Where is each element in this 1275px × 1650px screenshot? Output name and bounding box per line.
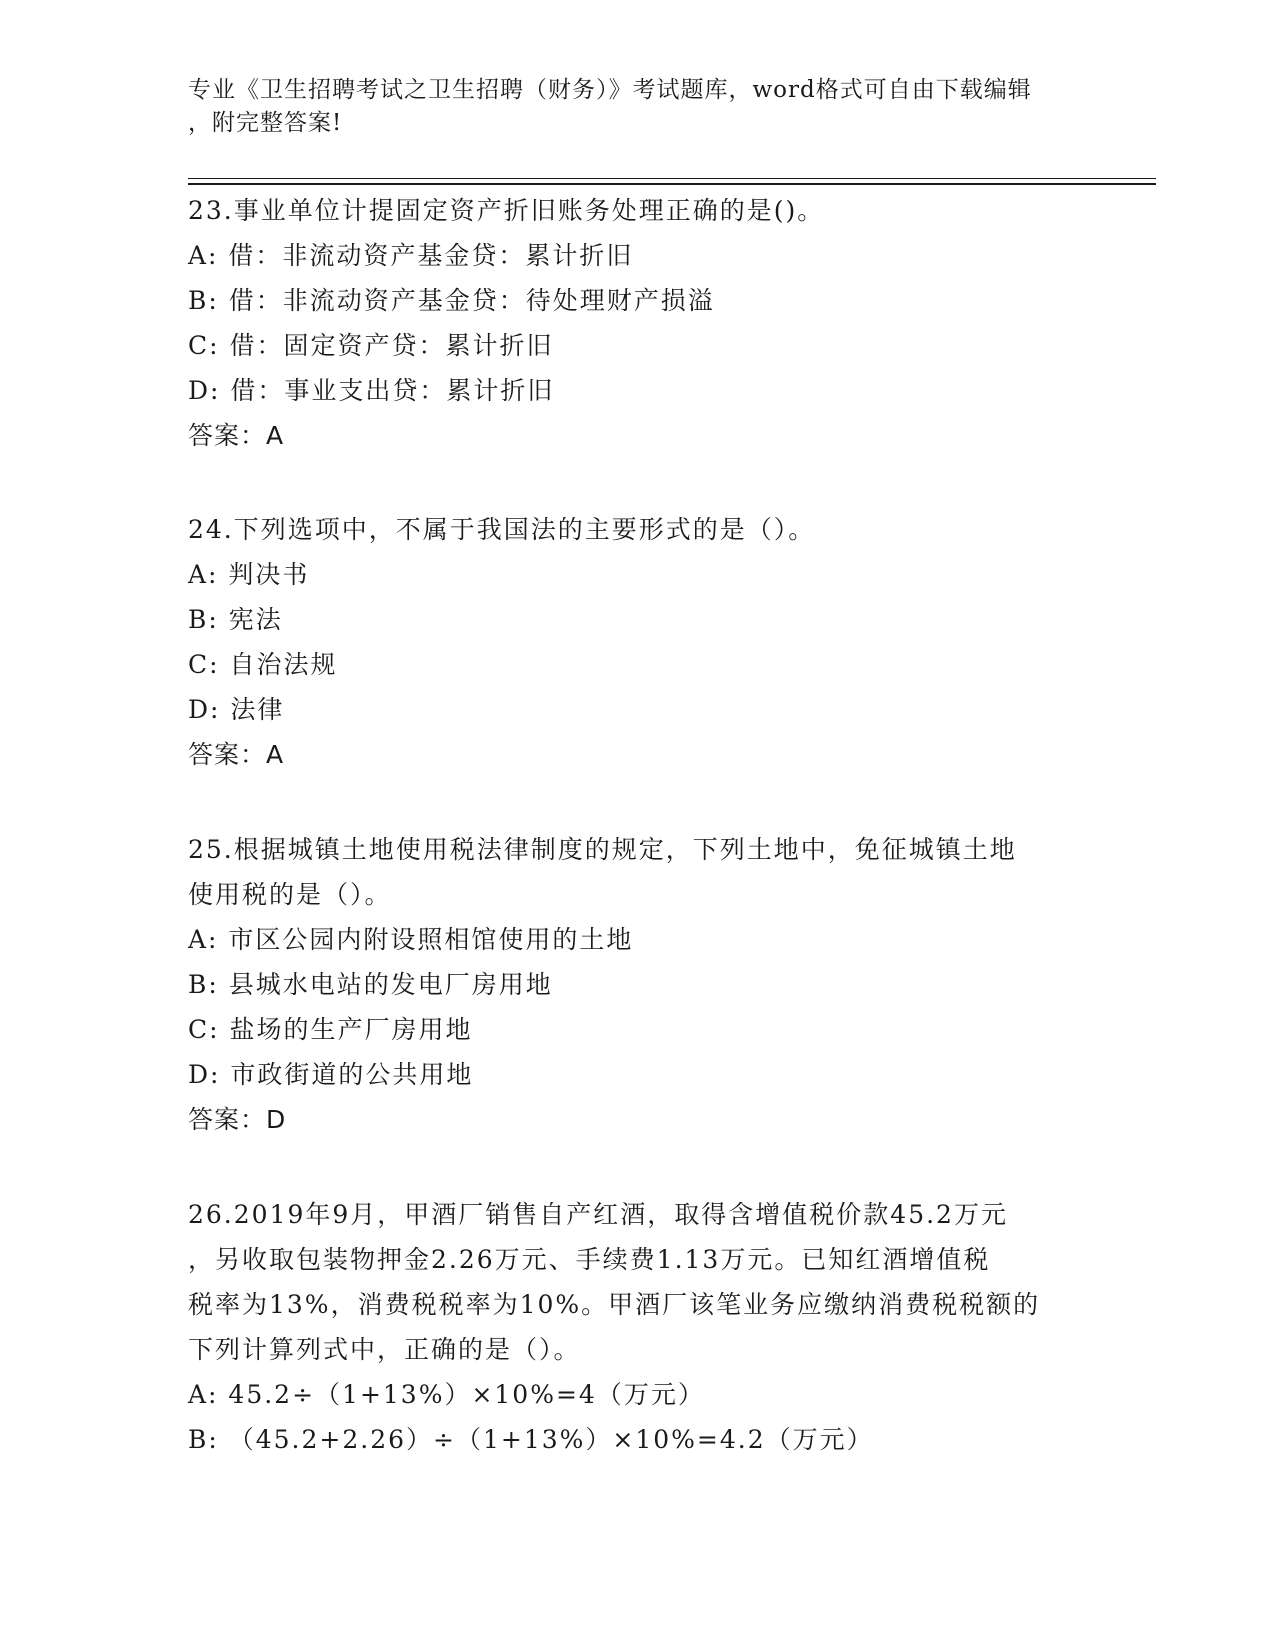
option-b: B: 宪法 [188, 605, 283, 634]
header-divider-thin [188, 178, 1156, 179]
option-b: B: （45.2+2.26）÷（1+13%）×10%=4.2（万元） [188, 1425, 874, 1454]
question-stem: 23.事业单位计提固定资产折旧账务处理正确的是()。 [188, 196, 825, 225]
header-line-2: ，附完整答案! [188, 110, 343, 136]
option-b: B: 县城水电站的发电厂房用地 [188, 970, 553, 999]
option-c: C: 借：固定资产贷：累计折旧 [188, 331, 554, 360]
option-a: A: 判决书 [188, 560, 310, 589]
question-stem-line-1: 25.根据城镇土地使用税法律制度的规定，下列土地中，免征城镇土地 [188, 835, 1017, 864]
question-stem: 24.下列选项中，不属于我国法的主要形式的是（）。 [188, 515, 816, 544]
option-d: D: 市政街道的公共用地 [188, 1060, 474, 1089]
question-24 [188, 507, 1088, 777]
option-a: A: 市区公园内附设照相馆使用的土地 [188, 925, 634, 954]
question-23 [188, 188, 1088, 458]
option-d: D: 法律 [188, 695, 285, 724]
option-a: A: 45.2÷（1+13%）×10%=4（万元） [188, 1380, 705, 1409]
header-line-1: 专业《卫生招聘考试之卫生招聘（财务）》考试题库，word格式可自由下载编辑 [188, 77, 1032, 103]
question-stem-line-2: ，另收取包装物押金2.26万元、手续费1.13万元。已知红酒增值税 [188, 1245, 991, 1274]
question-stem-line-4: 下列计算列式中，正确的是（）。 [188, 1335, 581, 1364]
option-b: B: 借：非流动资产基金贷：待处理财产损溢 [188, 286, 715, 315]
header-divider-thick [188, 183, 1156, 185]
question-25 [188, 827, 1088, 1142]
option-c: C: 自治法规 [188, 650, 338, 679]
option-d: D: 借：事业支出贷：累计折旧 [188, 376, 555, 405]
answer-line: 答案：D [188, 1105, 287, 1134]
option-a: A: 借：非流动资产基金贷：累计折旧 [188, 241, 634, 270]
answer-line: 答案：A [188, 740, 285, 769]
question-26 [188, 1192, 1088, 1462]
document-header [188, 74, 1068, 140]
question-stem-line-1: 26.2019年9月，甲酒厂销售自产红酒，取得含增值税价款45.2万元 [188, 1200, 1008, 1229]
question-stem-line-2: 使用税的是（）。 [188, 880, 392, 909]
option-c: C: 盐场的生产厂房用地 [188, 1015, 473, 1044]
answer-line: 答案：A [188, 421, 285, 450]
question-stem-line-3: 税率为13%，消费税税率为10%。甲酒厂该笔业务应缴纳消费税税额的 [188, 1290, 1041, 1319]
